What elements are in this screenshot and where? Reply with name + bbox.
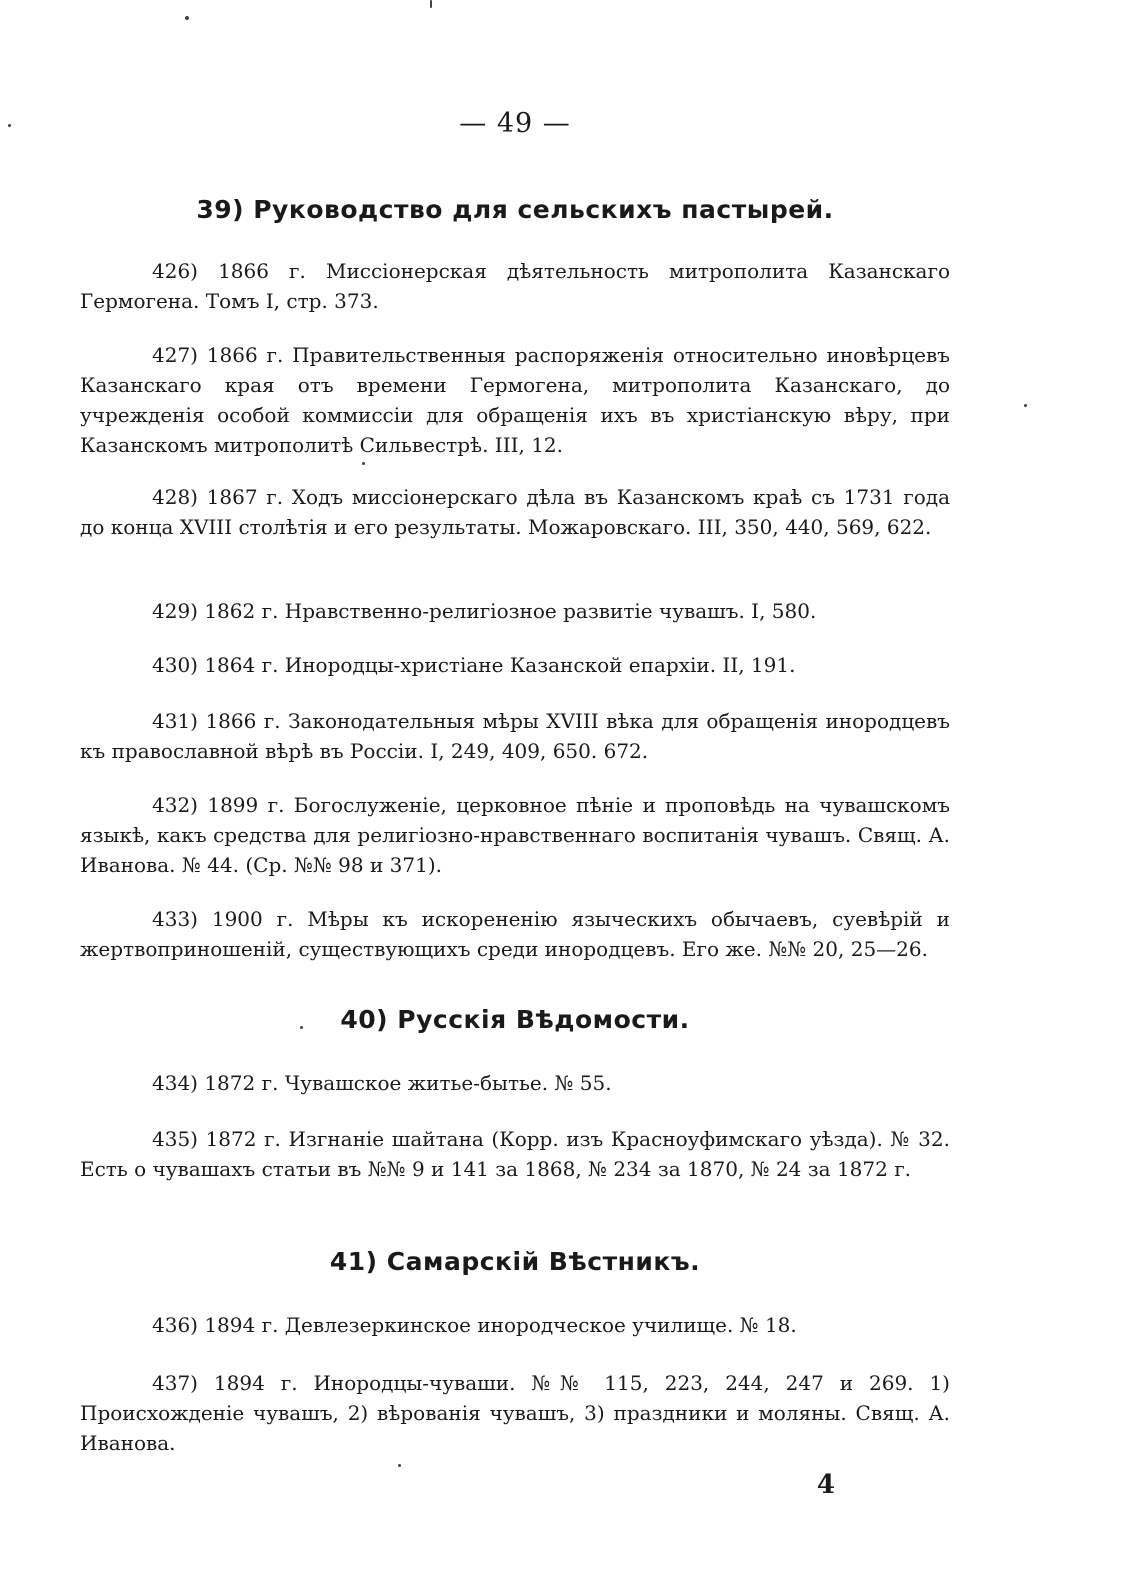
sheet-signature: 4 [816,1470,835,1500]
entry-433: 433) 1900 г. Мѣры къ искорененію языческихъ обычаевъ, суевѣрій и жертвоприношеній, существующихъ среди инородцевъ. Его же. №№ 20, 25—26. [80,907,950,961]
entry-434: 434) 1872 г. Чувашское житье-бытье. № 55. [152,1071,612,1095]
entry-428: 428) 1867 г. Ходъ миссіонерскаго дѣла въ Казанскомъ краѣ съ 1731 года до конца XVIII столѣтія и его результаты. Можаровскаго. III, 350, 440, 569, 622. [80,485,950,539]
entry-426: 426) 1866 г. Миссіонерская дѣятельность митрополита Казанскаго Гермогена. Томъ I, стр. 373. [80,259,950,313]
page-number: — 49 — [459,108,571,139]
entry-435: 435) 1872 г. Изгнаніе шайтана (Корр. изъ Красноуфимскаго уѣзда). № 32. Есть о чувашахъ статьи въ №№ 9 и 141 за 1868, № 234 за 1870, № 24 за 1872 г. [80,1127,950,1181]
entry-436: 436) 1894 г. Девлезеркинское инородческое училище. № 18. [152,1313,797,1337]
entry-430: 430) 1864 г. Инородцы-христіане Казанской епархіи. II, 191. [152,653,796,677]
scan-speck [430,0,432,8]
scan-speck [300,1026,303,1029]
section-heading-41: 41) Самарскій Вѣстникъ. [329,1247,701,1276]
entry-432: 432) 1899 г. Богослуженіе, церковное пѣніе и проповѣдь на чувашскомъ языкѣ, какъ средства для религіозно-нравственнаго воспитанія чувашъ. Свящ. А. Иванова. № 44. (Ср. №№ 98 и 371). [80,793,950,877]
entry-429: 429) 1862 г. Нравственно-религіозное развитіе чувашъ. I, 580. [152,599,817,623]
entry-431: 431) 1866 г. Законодательныя мѣры XVIII вѣка для обращенія инородцевъ къ православной вѣрѣ въ Россіи. I, 249, 409, 650. 672. [80,709,950,763]
entry-437: 437) 1894 г. Инородцы-чуваши. №№ 115, 223, 244, 247 и 269. 1) Происхожденіе чувашъ, 2) вѣрованія чувашъ, 3) праздники и моляны. Свящ. А. Иванова. [80,1371,950,1455]
entry-427: 427) 1866 г. Правительственныя распоряженія относительно иновѣрцевъ Казанскаго края отъ времени Гермогена, митрополита Казанскаго, до учрежденія особой коммиссіи для обращенія ихъ въ христіанскую вѣру, при Казанскомъ митрополитѣ Сильвестрѣ. III, 12. [80,343,950,457]
scan-speck [185,16,189,20]
scan-speck [8,124,11,127]
scan-speck [398,1464,401,1467]
scan-speck [1024,404,1027,407]
section-heading-39: 39) Руководство для сельскихъ пастырей. [196,195,834,224]
scan-speck [362,462,365,465]
section-heading-40: 40) Русскія Вѣдомости. [340,1005,690,1034]
